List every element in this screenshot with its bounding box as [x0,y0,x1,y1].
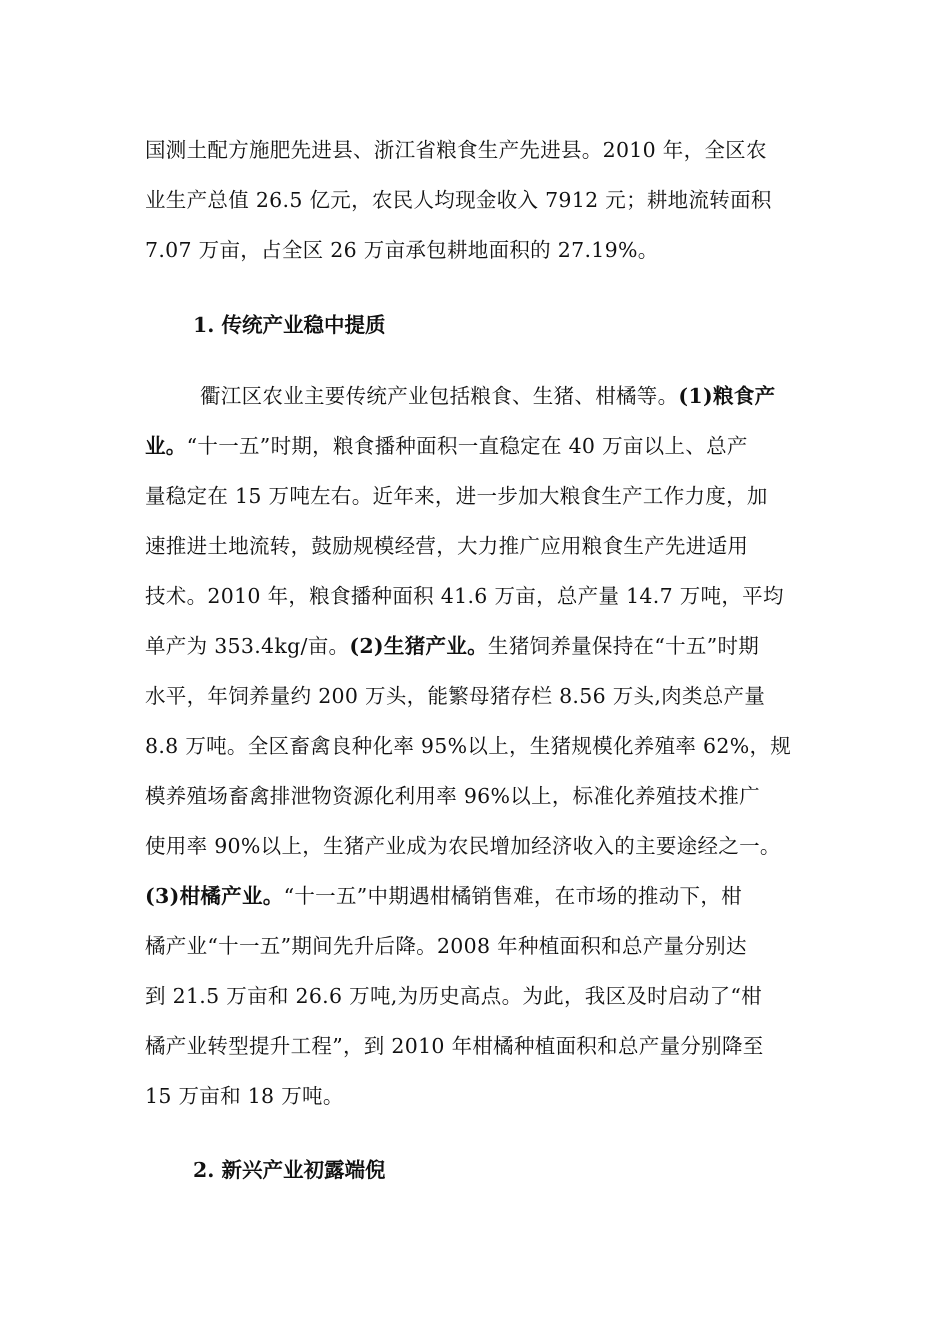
paragraph-line-6 [145,633,759,659]
paragraph-text: 生猪饲养量保持在“十五”时期 [487,634,760,658]
section-1-heading: 1. 传统产业稳中提质 [193,313,386,337]
intro-line-3: 7.07 万亩，占全区 26 万亩承包耕地面积的 27.19%。 [145,238,659,262]
paragraph-line-2 [145,433,748,459]
grain-industry-label-end: 业。 [145,434,187,458]
paragraph-line-1 [200,383,775,409]
intro-line-2: 业生产总值 26.5 亿元，农民人均现金收入 7912 元；耕地流转面积 [145,188,772,212]
paragraph-line-11 [145,883,742,909]
pig-industry-label: (2)生猪产业。 [349,634,488,658]
paragraph-line-4: 速推进土地流转，鼓励规模经营，大力推广应用粮食生产先进适用 [145,534,749,558]
paragraph-line-14: 橘产业转型提升工程”，到 2010 年柑橘种植面积和总产量分别降至 [145,1034,764,1058]
paragraph-line-5: 技术。2010 年，粮食播种面积 41.6 万亩，总产量 14.7 万吨，平均 [145,584,784,608]
paragraph-text: “十一五”中期遇柑橘销售难，在市场的推动下，柑 [283,884,742,908]
paragraph-text: 单产为 353.4kg/亩。 [145,634,350,658]
paragraph-line-3: 量稳定在 15 万吨左右。近年来，进一步加大粮食生产工作力度，加 [145,484,768,508]
paragraph-line-15: 15 万亩和 18 万吨。 [145,1084,344,1108]
grain-industry-label: (1)粮食产 [678,384,776,408]
paragraph-text: 衢江区农业主要传统产业包括粮食、生猪、柑橘等。 [200,384,679,408]
paragraph-line-9: 模养殖场畜禽排泄物资源化利用率 96%以上，标准化养殖技术推广 [145,784,760,808]
section-2-heading: 2. 新兴产业初露端倪 [193,1158,386,1182]
paragraph-line-13: 到 21.5 万亩和 26.6 万吨,为历史高点。为此，我区及时启动了“柑 [145,984,762,1008]
intro-line-1: 国测土配方施肥先进县、浙江省粮食生产先进县。2010 年，全区农 [145,138,767,162]
paragraph-line-12: 橘产业“十一五”期间先升后降。2008 年种植面积和总产量分别达 [145,934,747,958]
paragraph-line-8: 8.8 万吨。全区畜禽良种化率 95%以上，生猪规模化养殖率 62%，规 [145,734,792,758]
paragraph-text: “十一五”时期，粮食播种面积一直稳定在 40 万亩以上、总产 [186,434,748,458]
paragraph-line-7: 水平，年饲养量约 200 万头，能繁母猪存栏 8.56 万头,肉类总产量 [145,684,766,708]
paragraph-line-10: 使用率 90%以上，生猪产业成为农民增加经济收入的主要途经之一。 [145,834,781,858]
citrus-industry-label: (3)柑橘产业。 [145,884,284,908]
